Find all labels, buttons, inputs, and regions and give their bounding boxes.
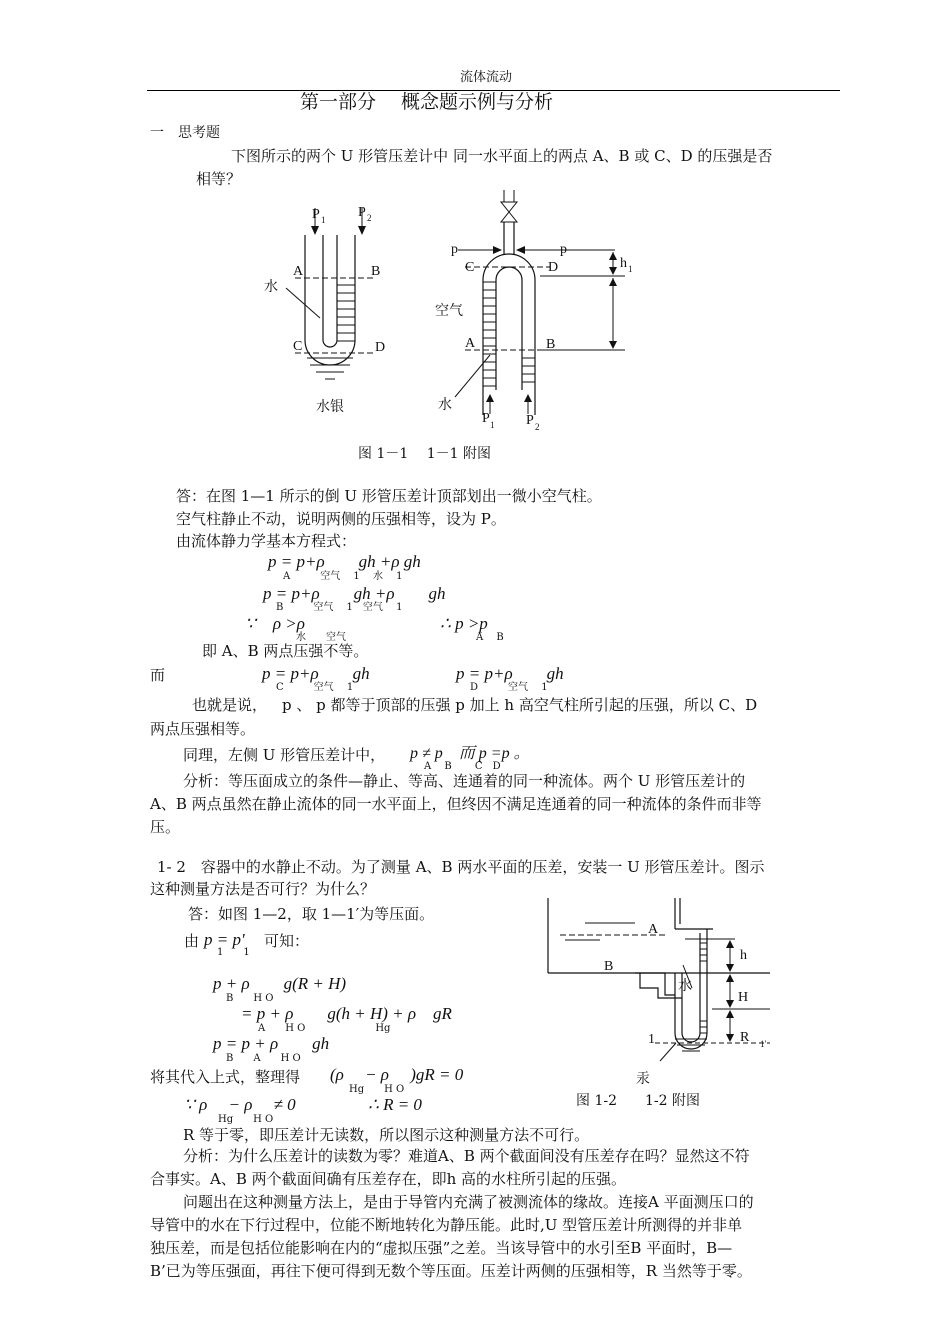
eq-pd-subscripts: D 空气 1 (470, 682, 548, 693)
page-title: 第一部分 概念题示例与分析 (300, 91, 554, 113)
fig1-caption: 图 1－1 1－1 附图 (358, 446, 491, 462)
right-p2-sub: 2 (535, 422, 540, 432)
q2-eq-p1-subscripts: 1 1 (217, 947, 250, 958)
ans1-same: 同理，左侧 U 形管压差计中， (183, 746, 386, 764)
left-p1-sub: 1 (321, 215, 326, 225)
eq-pb-subscripts: B 空气 1 空气 1 (276, 602, 403, 613)
fig2-1prime-label: 1' (760, 1039, 767, 1049)
ans1-same-eq: p ≠ p 而 p =p 。 (410, 745, 530, 762)
ans1-line2: 空气柱静止不动，说明两侧的压强相等，设为 P。 (176, 510, 506, 528)
ans1-line3: 由流体静力学基本方程式： (176, 532, 357, 550)
q1-line1: 下图所示的两个 U 形管压差计中 同一水平面上的两点 A、B 或 C、D 的压强是否 (231, 147, 773, 165)
left-p2-sub: 2 (367, 213, 372, 223)
fig2-1-label: 1 (648, 1032, 655, 1047)
left-a-label: A (293, 264, 304, 279)
q2-eq4: (ρ − ρ )gR = 0 (330, 1065, 464, 1084)
ans1-same-subscripts: A B C D (424, 761, 501, 772)
q2-ans-kezhi: 可知： (264, 932, 310, 950)
right-a-label: A (465, 336, 476, 351)
fig2-a-label: A (648, 922, 659, 937)
q2-eq5b: ∴ R = 0 (368, 1095, 422, 1114)
right-p2-label: P (526, 413, 534, 428)
right-p-left-label: p (451, 242, 458, 257)
left-p2-label: P (358, 205, 366, 220)
eq-because-subscripts: 水 空气 (296, 632, 346, 643)
eq-therefore-subscripts: A B (476, 632, 504, 643)
left-mercury-label: 水银 (316, 399, 344, 415)
ans1-analysis3: 压。 (150, 818, 181, 836)
left-d-label: D (375, 340, 386, 355)
left-b-label: B (371, 264, 381, 279)
eq-pc-subscripts: C 空气 1 (276, 682, 354, 693)
right-h1-label: h (620, 256, 627, 271)
q2-eq3: p = p + ρ gh (213, 1034, 330, 1053)
q2-r-line: R 等于零，即压差计无读数，所以图示这种测量方法不可行。 (183, 1126, 590, 1144)
fig2-b-label: B (604, 959, 614, 974)
ans1-line1: 答：在图 1—1 所示的倒 U 形管压差计顶部划出一微小空气柱。 (176, 487, 602, 505)
right-b-label: B (546, 337, 556, 352)
fig2-mercury-label: 汞 (636, 1071, 650, 1087)
figure-1-1 (250, 190, 650, 440)
right-d-label: D (548, 260, 559, 275)
ans1-er: 而 (150, 666, 166, 684)
q2-para2: 导管中的水在下行过程中，位能不断地转化为静压能。此时,U 型管压差计所测得的并非单 (150, 1216, 743, 1234)
q2-para1: 问题出在这种测量方法上，是由于导管内充满了被测流体的缘故。连接A 平面测压口的 (183, 1193, 754, 1211)
eq-pc: p = p+ρ gh (262, 664, 370, 683)
right-water-label: 水 (438, 397, 452, 413)
fig2-bigh-label: H (738, 990, 749, 1005)
fig2-r-label: R (740, 1030, 750, 1045)
figure-1-2 (540, 893, 790, 1093)
ans1-also-c: 两点压强相等。 (150, 720, 256, 738)
q2-eq1-subscripts: B H O (226, 993, 274, 1004)
right-p1-label: P (482, 411, 490, 426)
q2-eq1: p + ρ g(R + H) (213, 974, 347, 993)
ans1-also-b: p 、 p 都等于顶部的压强 p 加上 h 高空气柱所引起的压强，所以 C、D (282, 696, 758, 714)
q1-line2: 相等？ (196, 170, 242, 188)
q2-eq5a: ∵ ρ − ρ ≠ 0 (184, 1095, 296, 1114)
ans1-analysis2: A、B 两点虽然在静止流体的同一水平面上，但终因不满足连通着的同一种流体的条件而非等 (150, 795, 762, 813)
eq-therefore: ∴ p >p (440, 614, 488, 633)
q2-eq2-subscripts: A H O Hg (258, 1023, 391, 1034)
eq-pa-subscripts: A 空气 1 水 1 (283, 571, 403, 582)
ans1-conclusion: 即 A、B 两点压强不等。 (202, 642, 369, 660)
left-c-label: C (293, 339, 303, 354)
q2-line2: 这种测量方法是否可行？为什么？ (150, 880, 376, 898)
q2-line1: 1- 2 容器中的水静止不动。为了测量 A、B 两水平面的压差，安装一 U 形管压差计。图示 (157, 858, 765, 876)
q2-para3: 独压差，而是包括位能影响在内的“虚拟压强”之差。当该导管中的水引至B 平面时，B— (150, 1239, 733, 1257)
right-air-label: 空气 (435, 303, 463, 319)
right-water-hatching (483, 282, 535, 386)
mercury-hatching (675, 943, 707, 1051)
q2-eq3-subscripts: B A H O (226, 1053, 301, 1064)
fig2-h-label: h (740, 948, 747, 963)
left-mercury-hatching (307, 285, 355, 379)
running-header: 流体流动 (460, 70, 513, 85)
q2-analysis1: 分析：为什么压差计的读数为零？难道A、B 两个截面间没有压差存在吗？显然这不符 (183, 1147, 750, 1165)
section-heading: 一 思考题 (150, 125, 220, 141)
q2-sub-into: 将其代入上式，整理得 (150, 1068, 301, 1086)
right-c-label: C (465, 260, 475, 275)
right-p1-sub: 1 (490, 420, 495, 430)
q2-eq2: = p + ρ g(h + H) + ρ gR (241, 1004, 452, 1023)
q2-ans-line1: 答：如图 1—2，取 1—1′为等压面。 (188, 905, 435, 923)
q2-para4: B’已为等压强面，再往下便可得到无数个等压面。压差计两侧的压强相等，R 当然等于零。 (150, 1262, 752, 1280)
right-p-right-label: p (560, 242, 567, 257)
left-u-tube (305, 235, 355, 365)
ans1-also-a: 也就是说， (192, 696, 268, 714)
u-tube (635, 929, 707, 1049)
eq-pd: p = p+ρ gh (456, 664, 564, 683)
eq-pa: p = p+ρ gh +ρ gh (268, 552, 421, 571)
fig2-caption: 图 1-2 1-2 附图 (576, 1093, 700, 1109)
q2-eq4-subscripts: Hg H O (349, 1084, 405, 1095)
valve-icon (501, 190, 517, 222)
fig2-water-label: 水 (678, 978, 692, 994)
q2-analysis2: 合事实。A、B 两个截面间确有压差存在，即h 高的水柱所引起的压强。 (150, 1170, 627, 1188)
eq-because: ∵ ρ >ρ (245, 614, 305, 633)
right-h1-sub: 1 (628, 264, 633, 274)
q2-ans-you: 由 (184, 932, 200, 950)
ans1-analysis1: 分析：等压面成立的条件—静止、等高、连通着的同一种流体。两个 U 形管压差计的 (183, 772, 746, 790)
eq-pb: p = p+ρ gh +ρ gh (263, 584, 446, 603)
left-water-label: 水 (264, 279, 278, 295)
left-p1-label: P (312, 207, 320, 222)
q2-eq5-subscripts: Hg H O (218, 1114, 274, 1125)
q2-eq-p1: p = p′ (204, 930, 245, 949)
